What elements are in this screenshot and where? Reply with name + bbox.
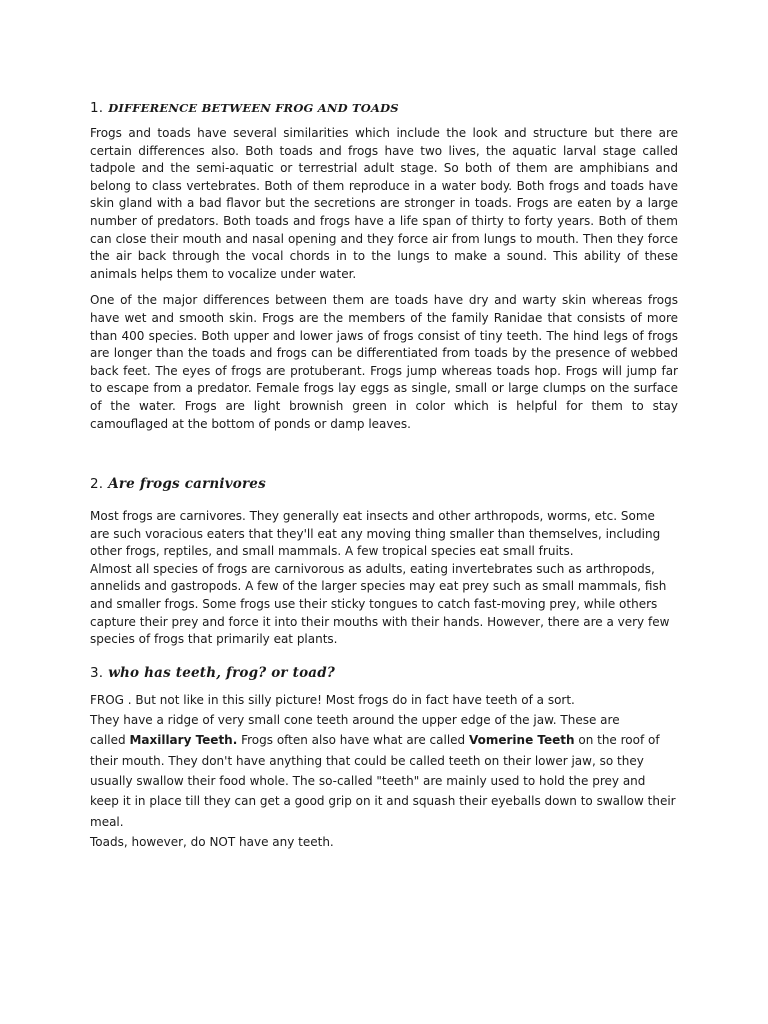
text-run: on the roof of their mouth. They don't have anything that could be called teeth on their lower jaw, so they usually swallow their food whole. The so-called "teeth" are mainly used to hold the prey and keep it in place till they can get a good grip on it and squash their eyeballs down to swallow their meal. bbox=[90, 733, 676, 829]
term-vomerine-teeth: Vomerine Teeth bbox=[468, 733, 575, 748]
teeth-line-frog: FROG . But not like in this silly picture! Most frogs do in fact have teeth of a sort. bbox=[90, 692, 575, 707]
teeth-line-types bbox=[90, 730, 678, 831]
section-title: DIFFERENCE BETWEEN FROG AND TOADS bbox=[108, 101, 399, 115]
paragraph-carnivores: Most frogs are carnivores. They generally eat insects and other arthropods, worms, etc. Some are such voracious eaters that they'll eat any moving thing smaller than themselves, including other frogs, reptiles, and small mammals. A few tropical species eat small fruits. bbox=[90, 509, 661, 559]
teeth-line-toads: Toads, however, do NOT have any teeth. bbox=[90, 834, 334, 849]
paragraph-diet: Almost all species of frogs are carnivorous as adults, eating invertebrates such as arthropods, annelids and gastropods. A few of the larger species may eat prey such as small mammals, fish and smaller frogs. Some frogs use their sticky tongues to catch fast-moving prey, while others capture their prey and force it into their mouths with their hands. However, there are a very few species of frogs that primarily eat plants. bbox=[90, 561, 670, 647]
teeth-line-ridge: They have a ridge of very small cone teeth around the upper edge of the jaw. These are bbox=[90, 713, 620, 728]
section-heading bbox=[90, 476, 678, 492]
section-heading bbox=[90, 100, 678, 116]
term-maxillary-teeth: Maxillary Teeth. bbox=[129, 733, 238, 748]
paragraph-similarities: Frogs and toads have several similarities which include the look and structure but there are certain differences also. Both toads and frogs have two lives, the aquatic larval stage called tadpole and the semi-aquatic or terrestrial adult stage. So both of them are amphibians and belong to class vertebrates. Both of them reproduce in a water body. Both frogs and toads have skin gland with a bad flavor but the secretions are stronger in toads. Frogs are eaten by a large number of predators. Both toads and frogs have a life span of thirty to forty years. Both of them can close their mouth and nasal opening and they force air from lungs to mouth. Then they force the air back through the vocal chords in to the lungs to make a sound. This ability of these animals helps them to vocalize under water. bbox=[90, 126, 678, 281]
paragraph-differences: One of the major differences between them are toads have dry and warty skin whereas frogs have wet and smooth skin. Frogs are the members of the family Ranidae that consists of more than 400 species. Both upper and lower jaws of frogs consist of tiny teeth. The hind legs of frogs are longer than the toads and frogs can be differentiated from toads by the presence of webbed back feet. The eyes of frogs are protuberant. Frogs jump whereas toads hop. Frogs will jump far to escape from a predator. Female frogs lay eggs as single, small or large clumps on the surface of the water. Frogs are light brownish green in color which is helpful for them to stay camouflaged at the bottom of ponds or damp leaves. bbox=[90, 293, 678, 431]
section-heading bbox=[90, 665, 678, 681]
section-teeth bbox=[90, 665, 678, 852]
section-title: who has teeth, frog? or toad? bbox=[108, 664, 335, 681]
text-run: called bbox=[90, 733, 130, 748]
section-title: Are frogs carnivores bbox=[108, 476, 266, 493]
section-frog-vs-toad bbox=[90, 100, 678, 433]
section-number: 1. bbox=[90, 100, 104, 116]
section-number: 3. bbox=[90, 664, 104, 681]
text-run: Frogs often also have what are called bbox=[237, 733, 469, 748]
section-number: 2. bbox=[90, 476, 104, 493]
document-page bbox=[90, 100, 678, 852]
section-carnivores bbox=[90, 476, 678, 649]
